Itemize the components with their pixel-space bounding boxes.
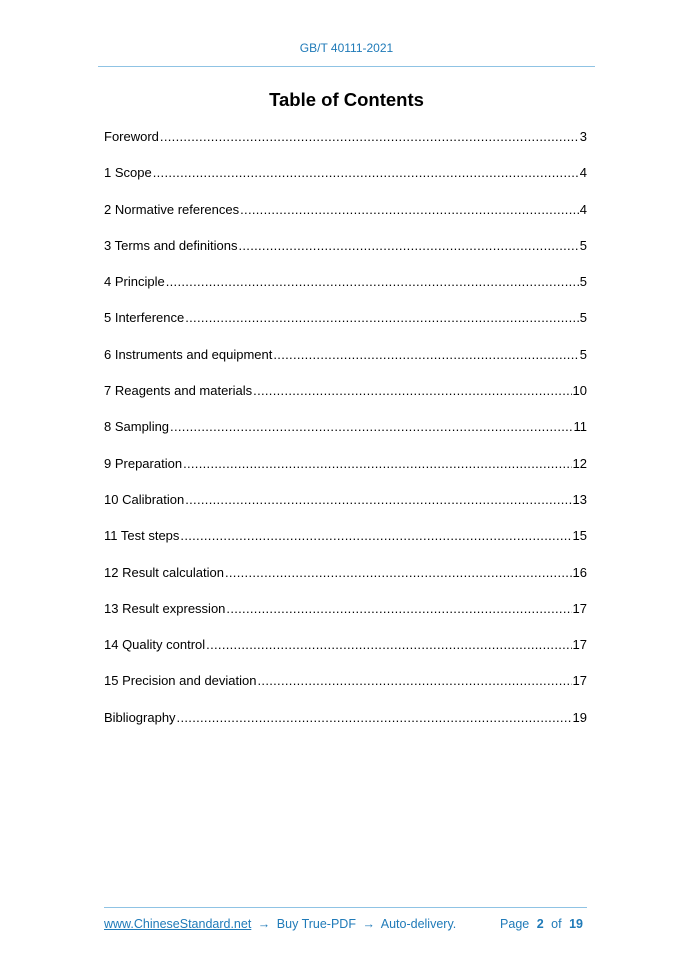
current-page-number: 2: [536, 917, 544, 931]
site-link[interactable]: www.ChineseStandard.net: [104, 917, 252, 931]
toc-entry-page: 5: [579, 310, 587, 326]
total-pages-number: 19: [569, 917, 583, 931]
toc-leader-dots: [185, 310, 579, 325]
toc-leader-dots: [225, 565, 572, 580]
toc-entry-page: 16: [572, 564, 587, 580]
toc-leader-dots: [166, 274, 579, 289]
toc-entry-page: 4: [579, 165, 587, 181]
toc-entry-page: 17: [572, 673, 587, 689]
toc-entry-page: 15: [572, 528, 587, 544]
page-title: Table of Contents: [269, 89, 424, 110]
toc-entry[interactable]: [104, 565, 587, 601]
toc-leader-dots: [240, 202, 579, 217]
toc-entry[interactable]: [104, 710, 587, 746]
toc-entry[interactable]: [104, 456, 587, 492]
toc-leader-dots: [273, 347, 578, 362]
toc-entry-label: 12 Result calculation: [104, 564, 224, 580]
toc-entry[interactable]: [104, 528, 587, 564]
toc-entry-label: 11 Test steps: [104, 528, 180, 544]
toc-entry-label: 15 Precision and deviation: [104, 673, 257, 689]
toc-entry-page: 5: [579, 237, 587, 253]
toc-entry-label: Bibliography: [104, 709, 176, 725]
toc-leader-dots: [153, 165, 579, 180]
toc-entry-label: 8 Sampling: [104, 419, 170, 435]
toc-entry[interactable]: [104, 165, 587, 201]
toc-entry-page: 19: [572, 709, 587, 725]
toc-entry[interactable]: [104, 310, 587, 346]
toc-entry-label: 6 Instruments and equipment: [104, 346, 273, 362]
arrow-right-icon: →: [362, 917, 375, 931]
of-word: of: [551, 917, 562, 931]
toc-leader-dots: [226, 601, 571, 616]
toc-entry[interactable]: [104, 274, 587, 310]
toc-entry[interactable]: [104, 492, 587, 528]
toc-entry-page: 3: [579, 129, 587, 144]
toc-leader-dots: [258, 673, 572, 688]
page-indicator: [500, 917, 587, 933]
buy-text: Buy True-PDF: [276, 917, 356, 931]
toc-entry-page: 11: [573, 419, 587, 435]
toc-entry[interactable]: [104, 673, 587, 709]
toc-entry-label: 2 Normative references: [104, 201, 240, 217]
toc-entry-label: 5 Interference: [104, 310, 185, 326]
toc-entry-label: Foreword: [104, 129, 159, 144]
page-word: Page: [500, 917, 530, 931]
toc-entry-label: 4 Principle: [104, 274, 165, 290]
toc-entry[interactable]: [104, 383, 587, 419]
toc-leader-dots: [170, 419, 572, 434]
toc-leader-dots: [160, 129, 579, 144]
toc-entry[interactable]: [104, 419, 587, 455]
toc-leader-dots: [238, 238, 578, 253]
footer-left: [104, 917, 456, 933]
toc-entry-label: 9 Preparation: [104, 455, 183, 471]
toc-entry-label: 1 Scope: [104, 165, 152, 181]
toc-entry-label: 10 Calibration: [104, 491, 185, 507]
toc-entry[interactable]: [104, 637, 587, 673]
toc-entry[interactable]: [104, 601, 587, 637]
toc-entry-page: 12: [572, 455, 587, 471]
toc-entry-label: 3 Terms and definitions: [104, 237, 238, 253]
delivery-text: Auto-delivery.: [380, 917, 457, 931]
toc-leader-dots: [177, 710, 572, 725]
toc-entry-label: 14 Quality control: [104, 637, 206, 653]
footer-divider: [104, 907, 587, 908]
header-divider: [98, 66, 595, 67]
toc-leader-dots: [253, 383, 571, 398]
toc-entry[interactable]: [104, 202, 587, 238]
table-of-contents: [104, 129, 587, 746]
toc-entry[interactable]: [104, 238, 587, 274]
toc-entry-label: 7 Reagents and materials: [104, 383, 253, 399]
page-footer: [104, 917, 587, 933]
toc-entry[interactable]: [104, 129, 587, 165]
arrow-right-icon: →: [257, 917, 271, 931]
toc-entry-label: 13 Result expression: [104, 600, 226, 616]
document-code: GB/T 40111-2021: [299, 41, 394, 55]
toc-entry-page: 4: [579, 201, 587, 217]
toc-entry-page: 5: [579, 274, 587, 290]
toc-leader-dots: [180, 528, 571, 543]
toc-entry[interactable]: [104, 347, 587, 383]
toc-entry-page: 17: [572, 600, 587, 616]
toc-leader-dots: [183, 456, 571, 471]
toc-leader-dots: [206, 637, 571, 652]
toc-entry-page: 5: [579, 346, 587, 362]
toc-entry-page: 10: [572, 383, 587, 399]
toc-entry-page: 13: [572, 491, 587, 507]
toc-leader-dots: [185, 492, 571, 507]
toc-entry-page: 17: [572, 637, 587, 653]
